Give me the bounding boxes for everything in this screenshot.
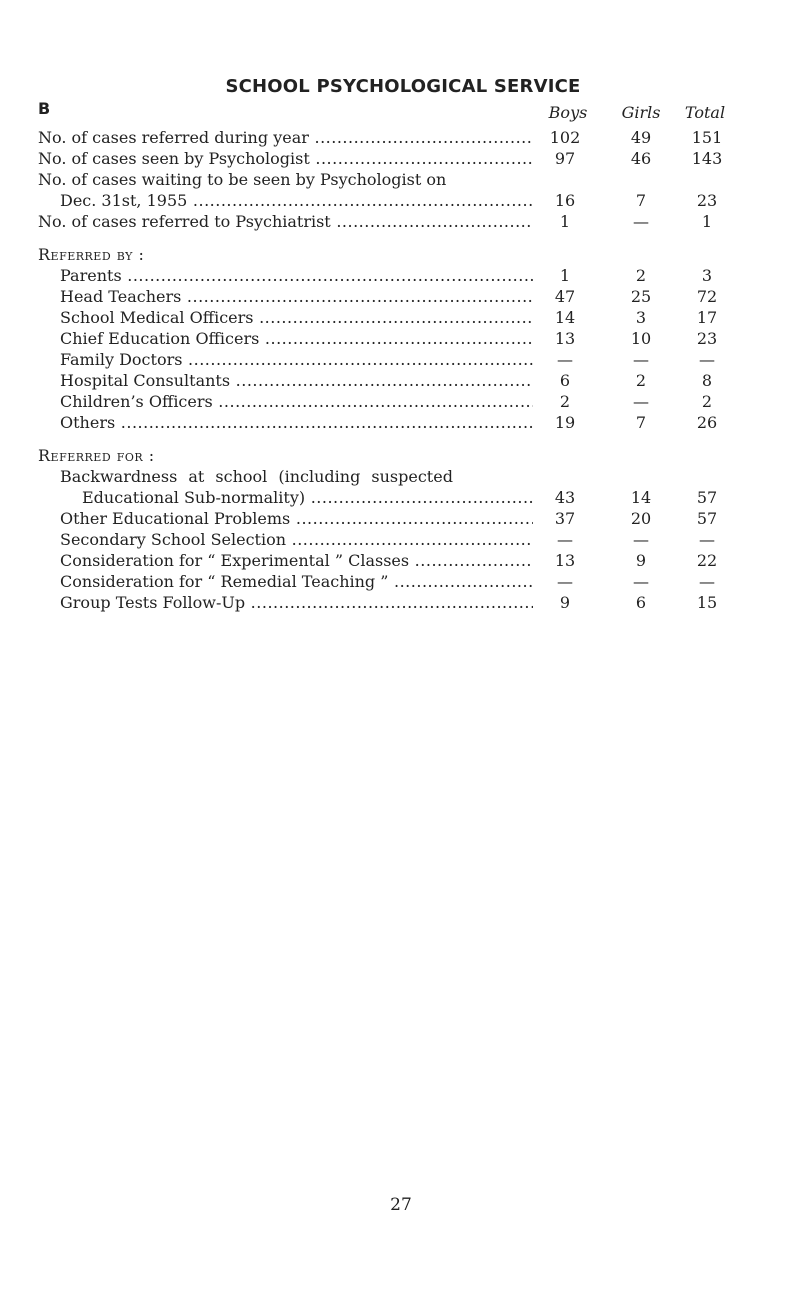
table-row xyxy=(38,127,738,148)
girls-value: — xyxy=(633,572,649,591)
table-row xyxy=(38,211,738,232)
boys-value: 16 xyxy=(554,191,576,210)
girls-value: 7 xyxy=(635,413,647,432)
girls-value: 49 xyxy=(630,128,652,147)
table-row xyxy=(38,190,738,211)
row-label: No. of cases referred during year ..... xyxy=(38,127,533,148)
page-number: 27 xyxy=(390,1195,412,1215)
boys-value: — xyxy=(557,572,573,591)
boys-value: — xyxy=(557,530,573,549)
row-label: Consideration for “ Experimental ” Classes ..... xyxy=(60,550,533,571)
table-row xyxy=(38,466,738,487)
total-value: — xyxy=(699,350,715,369)
girls-value: 46 xyxy=(630,149,652,168)
table-row xyxy=(38,592,738,613)
column-header-total: Total xyxy=(684,103,726,122)
row-label: Consideration for “ Remedial Teaching ” ..... xyxy=(60,571,533,592)
boys-value: 19 xyxy=(554,413,576,432)
row-label: No. of cases referred to Psychiatrist ..... xyxy=(38,211,533,232)
girls-value: 2 xyxy=(635,266,647,285)
table-row xyxy=(38,412,738,433)
table-row xyxy=(38,307,738,328)
girls-value: 10 xyxy=(630,329,652,348)
row-label: Secondary School Selection ..... xyxy=(60,529,533,550)
total-value: 151 xyxy=(691,128,723,147)
row-label: Children’s Officers ..... xyxy=(60,391,533,412)
table-row xyxy=(38,148,738,169)
boys-value: 2 xyxy=(559,392,571,411)
table-row xyxy=(38,169,738,190)
section-letter: B xyxy=(38,99,51,118)
girls-value: 9 xyxy=(635,551,647,570)
table-row xyxy=(38,487,738,508)
girls-value: — xyxy=(633,392,649,411)
page-title: SCHOOL PSYCHOLOGICAL SERVICE xyxy=(225,76,581,97)
total-value: 23 xyxy=(696,329,718,348)
boys-value: 1 xyxy=(559,266,571,285)
row-label: Head Teachers ..... xyxy=(60,286,533,307)
section-heading-row xyxy=(38,244,738,265)
total-value: 72 xyxy=(696,287,718,306)
column-header-girls: Girls xyxy=(621,103,661,122)
boys-value: 13 xyxy=(554,329,576,348)
table-row xyxy=(38,286,738,307)
girls-value: — xyxy=(633,530,649,549)
total-value: 23 xyxy=(696,191,718,210)
total-value: 57 xyxy=(696,509,718,528)
row-label: Hospital Consultants ..... xyxy=(60,370,533,391)
statistics-table xyxy=(38,127,738,613)
girls-value: 6 xyxy=(635,593,647,612)
boys-value: 1 xyxy=(559,212,571,231)
girls-value: 20 xyxy=(630,509,652,528)
row-label: No. of cases seen by Psychologist ..... xyxy=(38,148,533,169)
total-value: 22 xyxy=(696,551,718,570)
row-label: Group Tests Follow-Up ..... xyxy=(60,592,533,613)
girls-value: 14 xyxy=(630,488,652,507)
table-row xyxy=(38,508,738,529)
row-label: Dec. 31st, 1955 ..... xyxy=(60,190,533,211)
row-label: Chief Education Officers ..... xyxy=(60,328,533,349)
table-row xyxy=(38,571,738,592)
boys-value: 102 xyxy=(549,128,581,147)
boys-value: 14 xyxy=(554,308,576,327)
total-value: 3 xyxy=(701,266,713,285)
total-value: — xyxy=(699,572,715,591)
total-value: 15 xyxy=(696,593,718,612)
boys-value: 43 xyxy=(554,488,576,507)
table-row xyxy=(38,349,738,370)
table-row xyxy=(38,391,738,412)
boys-value: 13 xyxy=(554,551,576,570)
row-label: Others ..... xyxy=(60,412,533,433)
boys-value: 47 xyxy=(554,287,576,306)
row-label: Parents ..... xyxy=(60,265,533,286)
girls-value: — xyxy=(633,212,649,231)
row-label: No. of cases waiting to be seen by Psychologist on xyxy=(38,170,447,189)
row-label: Other Educational Problems ..... xyxy=(60,508,533,529)
total-value: 26 xyxy=(696,413,718,432)
boys-value: 9 xyxy=(559,593,571,612)
total-value: 57 xyxy=(696,488,718,507)
total-value: 17 xyxy=(696,308,718,327)
referred-by-heading: Referred by : xyxy=(38,245,145,264)
girls-value: 25 xyxy=(630,287,652,306)
girls-value: 2 xyxy=(635,371,647,390)
referred-for-heading: Referred for : xyxy=(38,446,155,465)
column-header-boys: Boys xyxy=(548,103,588,122)
boys-value: 37 xyxy=(554,509,576,528)
girls-value: — xyxy=(633,350,649,369)
table-row xyxy=(38,529,738,550)
table-row xyxy=(38,370,738,391)
row-label: Backwardness at school (including suspected xyxy=(60,467,453,486)
row-label: Family Doctors ..... xyxy=(60,349,533,370)
table-row xyxy=(38,328,738,349)
row-label: Educational Sub-normality) ..... xyxy=(82,487,533,508)
total-value: — xyxy=(699,530,715,549)
total-value: 143 xyxy=(691,149,723,168)
total-value: 2 xyxy=(701,392,713,411)
table-row xyxy=(38,550,738,571)
section-heading-row xyxy=(38,445,738,466)
row-label: School Medical Officers ..... xyxy=(60,307,533,328)
total-value: 1 xyxy=(701,212,713,231)
boys-value: 97 xyxy=(554,149,576,168)
total-value: 8 xyxy=(701,371,713,390)
boys-value: — xyxy=(557,350,573,369)
girls-value: 3 xyxy=(635,308,647,327)
table-row xyxy=(38,265,738,286)
boys-value: 6 xyxy=(559,371,571,390)
girls-value: 7 xyxy=(635,191,647,210)
